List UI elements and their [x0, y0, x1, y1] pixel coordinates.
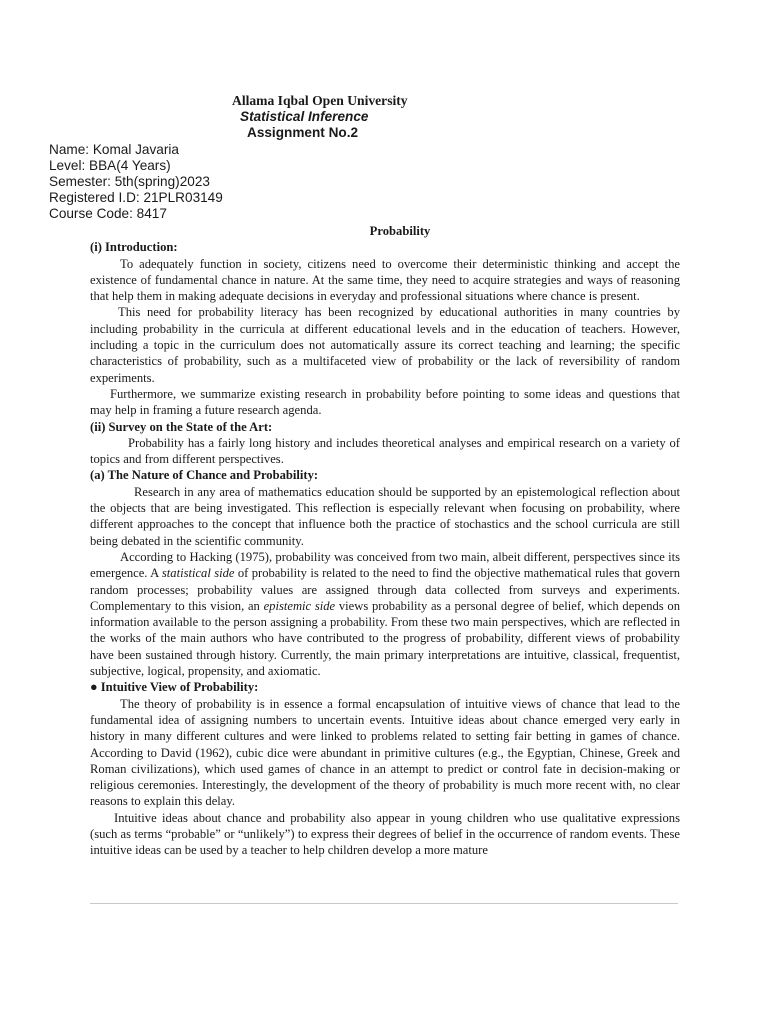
- course-title: Statistical Inference: [240, 109, 369, 124]
- hacking-text-b: of probability is related to the need to find the objective mathematical rules that govern random processes; probability values are assigned through data collected from surveys and experiments. Complementary to this vision, an: [90, 566, 680, 613]
- hacking-paragraph: [90, 549, 680, 679]
- section-title: Probability: [369, 224, 431, 238]
- statistical-side-term: statistical side: [161, 566, 235, 581]
- survey-paragraph-1: Probability has a fairly long history and includes theoretical analyses and empirical research on a variety of topics and from different perspectives.: [90, 435, 680, 467]
- intuitive-view-heading: [90, 679, 680, 695]
- intro-paragraph-2: This need for probability literacy has been recognized by educational authorities in many countries by including probability in the curricula at different educational levels and in the education of teachers. However, including a topic in the curriculum does not automatically assure its correct teaching and learning; the specific characteristics of probability, such as a multifaceted view of probability or the lack of reversibility of random experiments.: [90, 305, 680, 385]
- student-registered-id: Registered I.D: 21PLR03149: [49, 190, 223, 205]
- intuitive-heading-label: Intuitive View of Probability:: [100, 680, 259, 695]
- nature-paragraph-1: Research in any area of mathematics education should be supported by an epistemological reflection about the objects that are being investigated. This reflection is especially relevant when focusing on probability, where different approaches to the concept that influence both the practice of stochastics and the school curricula are still being debated in the scientific community.: [90, 484, 680, 548]
- hacking-text-c: views probability as a personal degree of belief, which depends on information available to the person assigning a probability. From these two main perspectives, which are reflected in the works of the main authors who have contributed to the progress of probability, different views of probability have been sustained through history. Currently, the main primary interpretations are intuitive, classical, frequentist, subjective, logical, propensity, and axiomatic.: [90, 598, 680, 679]
- intro-heading: (i) Introduction:: [90, 240, 178, 255]
- student-semester: Semester: 5th(spring)2023: [49, 174, 210, 189]
- bullet-icon: ●: [90, 680, 98, 695]
- hacking-text-a: According to Hacking (1975), probability was conceived from two main, albeit different, perspectives since its emergence. A: [90, 549, 680, 581]
- page-bottom-divider: [90, 903, 678, 904]
- student-name: Name: Komal Javaria: [49, 142, 179, 157]
- assignment-number: Assignment No.2: [247, 125, 359, 140]
- intro-paragraph-1: To adequately function in society, citizens need to overcome their deterministic thinking and accept the existence of fundamental chance in nature. At the same time, they need to acquire strategies and ways of reasoning that help them in making adequate decisions in everyday and professional situations where chance is present.: [90, 256, 680, 304]
- intuitive-paragraph-1: The theory of probability is in essence a formal encapsulation of intuitive views of chance that lead to the fundamental idea of assigning numbers to uncertain events. Intuitive ideas about chance emerged very early in history in many different cultures and were linked to problems related to setting fair betting in games of chance. According to David (1962), cubic dice were abundant in primitive cultures (e.g., the Egyptian, Chinese, Greek and Roman civilizations), which used games of chance in an attempt to predict or control fate in decision-making or religious ceremonies. Interestingly, the development of the theory of probability is much more recent with, no clear reasons to explain this delay.: [90, 696, 680, 809]
- student-level: Level: BBA(4 Years): [49, 158, 171, 173]
- epistemic-side-term: epistemic side: [263, 598, 336, 613]
- university-name: Allama Iqbal Open University: [232, 93, 408, 108]
- student-info: [49, 142, 223, 222]
- survey-heading: (ii) Survey on the State of the Art:: [90, 419, 273, 434]
- nature-heading: (a) The Nature of Chance and Probability:: [90, 468, 319, 483]
- document-body: [90, 223, 680, 859]
- intuitive-paragraph-2: Intuitive ideas about chance and probability also appear in young children who use qualitative expressions (such as terms “probable” or “unlikely”) to express their degrees of belief in the occurrence of random events. These intuitive ideas can be used by a teacher to help children develop a more mature: [90, 810, 680, 858]
- intro-paragraph-3: Furthermore, we summarize existing research in probability before pointing to some ideas and questions that may help in framing a future research agenda.: [90, 386, 680, 418]
- course-code: Course Code: 8417: [49, 206, 167, 221]
